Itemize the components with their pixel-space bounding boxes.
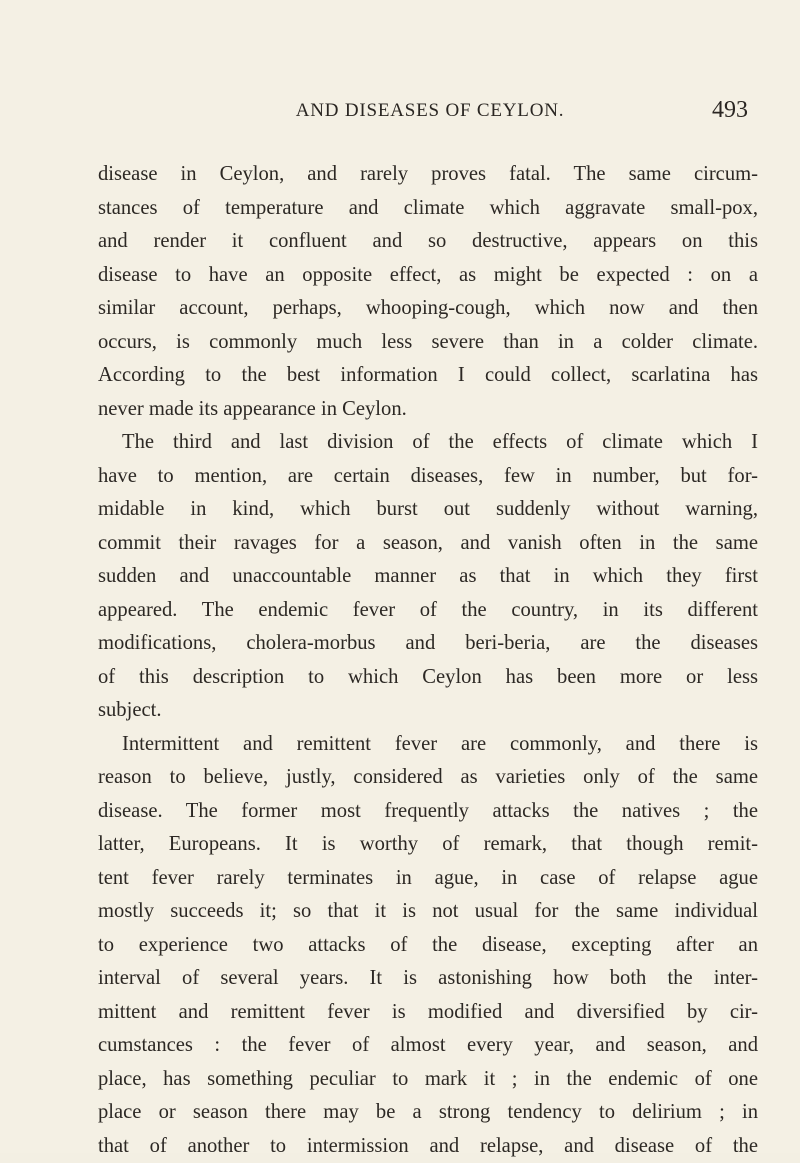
page-number: 493	[712, 97, 748, 124]
body-text	[98, 158, 758, 1163]
text-line: have to mention, are certain diseases, few in number, but for-	[98, 460, 758, 494]
text-line: disease to have an opposite effect, as might be expected : on a	[98, 259, 758, 293]
text-line: stances of temperature and climate which aggravate small-pox,	[98, 192, 758, 226]
text-line: of this description to which Ceylon has been more or less	[98, 661, 758, 695]
text-line: disease in Ceylon, and rarely proves fatal. The same circum-	[98, 158, 758, 192]
text-line: and render it confluent and so destructive, appears on this	[98, 225, 758, 259]
text-line: According to the best information I could collect, scarlatina has	[98, 359, 758, 393]
text-line: modifications, cholera-morbus and beri-beria, are the diseases	[98, 627, 758, 661]
text-line: reason to believe, justly, considered as varieties only of the same	[98, 761, 758, 795]
text-line: similar account, perhaps, whooping-cough, which now and then	[98, 292, 758, 326]
text-line: appeared. The endemic fever of the country, in its different	[98, 594, 758, 628]
text-line: to experience two attacks of the disease, excepting after an	[98, 929, 758, 963]
text-line: commit their ravages for a season, and vanish often in the same	[98, 527, 758, 561]
text-line: midable in kind, which burst out suddenly without warning,	[98, 493, 758, 527]
text-line: that of another to intermission and relapse, and disease of the	[98, 1130, 758, 1163]
text-line: cumstances : the fever of almost every year, and season, and	[98, 1029, 758, 1063]
text-line: disease. The former most frequently attacks the natives ; the	[98, 795, 758, 829]
text-line: subject.	[98, 694, 758, 728]
text-line: Intermittent and remittent fever are commonly, and there is	[98, 728, 758, 762]
running-head	[98, 96, 758, 136]
text-line: never made its appearance in Ceylon.	[98, 393, 758, 427]
text-line: occurs, is commonly much less severe than in a colder climate.	[98, 326, 758, 360]
text-line: The third and last division of the effects of climate which I	[98, 426, 758, 460]
text-line: place, has something peculiar to mark it ; in the endemic of one	[98, 1063, 758, 1097]
text-line: mittent and remittent fever is modified and diversified by cir-	[98, 996, 758, 1030]
text-line: sudden and unaccountable manner as that in which they first	[98, 560, 758, 594]
text-line: interval of several years. It is astonishing how both the inter-	[98, 962, 758, 996]
text-line: place or season there may be a strong tendency to delirium ; in	[98, 1096, 758, 1130]
text-line: mostly succeeds it; so that it is not usual for the same individual	[98, 895, 758, 929]
running-head-title: AND DISEASES OF CEYLON.	[98, 100, 758, 122]
text-line: tent fever rarely terminates in ague, in case of relapse ague	[98, 862, 758, 896]
text-line: latter, Europeans. It is worthy of remark, that though remit-	[98, 828, 758, 862]
